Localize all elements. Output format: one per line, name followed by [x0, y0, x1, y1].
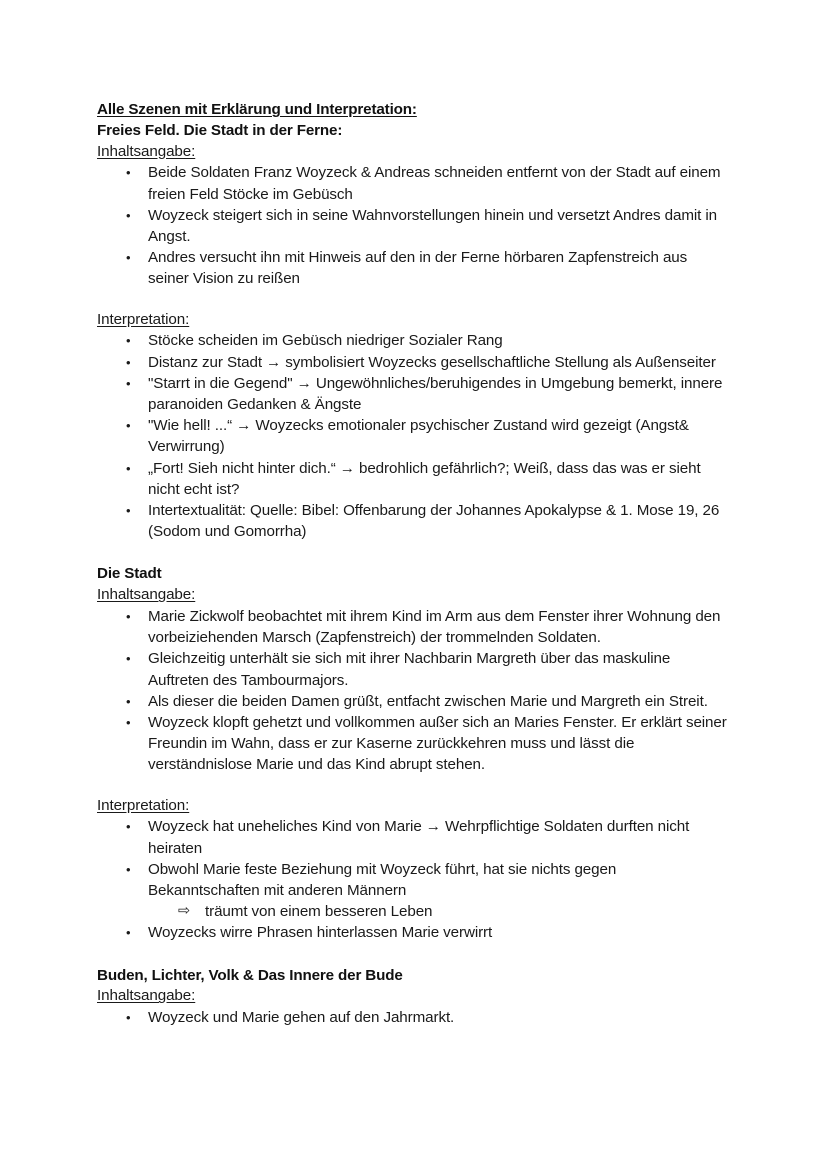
- list-item: [97, 458, 729, 500]
- arrow-right-icon: ⇨: [178, 903, 191, 920]
- spacer: [97, 944, 729, 966]
- inhaltsangabe-list: [97, 162, 729, 289]
- scene-heading: Buden, Lichter, Volk & Das Innere der Bude: [97, 966, 403, 984]
- list-item: [97, 373, 729, 415]
- list-item-text: Distanz zur Stadt → symbolisiert Woyzecks gesellschaftliche Stellung als Außenseiter: [148, 353, 716, 371]
- bullet-icon: •: [126, 375, 131, 391]
- interpretation-sublist: [97, 901, 729, 922]
- bullet-icon: •: [126, 503, 131, 519]
- bullet-icon: •: [126, 651, 131, 667]
- list-item-text: "Wie hell! ...“ → Woyzecks emotionaler psychischer Zustand wird gezeigt (Angst& Verwirrung): [148, 417, 689, 456]
- list-item-text: Obwohl Marie feste Beziehung mit Woyzeck führt, hat sie nichts gegen Bekanntschaften mit anderen Männern: [148, 860, 617, 900]
- bullet-icon: •: [126, 460, 131, 476]
- list-item: [97, 922, 729, 943]
- list-item-text: Als dieser die beiden Damen grüßt, entfacht zwischen Marie und Margreth ein Streit.: [148, 692, 708, 710]
- inhaltsangabe-list: [97, 606, 729, 776]
- document-page: [97, 100, 729, 1028]
- list-item-text: Gleichzeitig unterhält sie sich mit ihrer Nachbarin Margreth über das maskuline Auftreten des Tambourmajors.: [148, 650, 671, 689]
- scene-heading: Freies Feld. Die Stadt in der Ferne:: [97, 121, 343, 139]
- bullet-icon: •: [126, 693, 131, 709]
- bullet-icon: •: [126, 925, 131, 941]
- document-title: Alle Szenen mit Erklärung und Interpretation:: [97, 101, 417, 118]
- interpretation-label: Interpretation:: [97, 796, 190, 814]
- inhaltsangabe-label: Inhaltsangabe:: [97, 586, 196, 604]
- bullet-icon: •: [126, 819, 131, 835]
- interpretation-list-continued: [97, 922, 729, 943]
- bullet-icon: •: [126, 250, 131, 266]
- list-item-text: Beide Soldaten Franz Woyzeck & Andreas schneiden entfernt von der Stadt auf einem freien Feld Stöcke im Gebüsch: [148, 164, 721, 203]
- list-item: [97, 859, 729, 901]
- list-item-text: Woyzeck hat uneheliches Kind von Marie → Wehrpflichtige Soldaten durften nicht heiraten: [148, 818, 690, 857]
- list-item: [97, 648, 729, 690]
- list-item: [97, 352, 729, 373]
- inhaltsangabe-label: Inhaltsangabe:: [97, 142, 196, 160]
- scene-section-freies-feld: [97, 121, 729, 543]
- list-item: [97, 500, 729, 542]
- spacer: [97, 542, 729, 564]
- list-item-text: Woyzeck klopft gehetzt und vollkommen außer sich an Maries Fenster. Er erklärt seiner Freundin im Wahn, dass er zur Kaserne zurückkehren muss und lässt die verständnislose Marie und das Kind abrupt stehen.: [148, 714, 727, 774]
- scene-section-buden-lichter-volk: [97, 966, 729, 1029]
- scene-section-die-stadt: [97, 564, 729, 943]
- bullet-icon: •: [126, 609, 131, 625]
- list-item: [97, 205, 729, 247]
- interpretation-label: Interpretation:: [97, 310, 190, 328]
- list-item-text: "Starrt in die Gegend" → Ungewöhnliches/beruhigendes in Umgebung bemerkt, innere paranoiden Gedanken & Ängste: [148, 374, 723, 414]
- list-item: [97, 330, 729, 351]
- bullet-icon: •: [126, 333, 131, 349]
- bullet-icon: •: [126, 418, 131, 434]
- bullet-icon: •: [126, 165, 131, 181]
- sub-list-item: [97, 901, 729, 922]
- inhaltsangabe-label: Inhaltsangabe:: [97, 987, 196, 1005]
- list-item: [97, 691, 729, 712]
- list-item-text: Woyzeck steigert sich in seine Wahnvorstellungen hinein und versetzt Andres damit in Angst.: [148, 206, 718, 245]
- bullet-icon: •: [126, 861, 131, 877]
- list-item: [97, 712, 729, 776]
- sub-list-item-text: träumt von einem besseren Leben: [205, 903, 433, 921]
- list-item: [97, 606, 729, 648]
- list-item: [97, 1007, 729, 1028]
- list-item-text: Stöcke scheiden im Gebüsch niedriger Sozialer Rang: [148, 332, 503, 350]
- list-item-text: Woyzecks wirre Phrasen hinterlassen Marie verwirrt: [148, 924, 493, 942]
- bullet-icon: •: [126, 1010, 131, 1026]
- list-item: [97, 162, 729, 204]
- spacer: [97, 290, 729, 310]
- inhaltsangabe-list: [97, 1007, 729, 1028]
- spacer: [97, 776, 729, 796]
- interpretation-list: [97, 330, 729, 542]
- bullet-icon: •: [126, 354, 131, 370]
- list-item-text: Andres versucht ihn mit Hinweis auf den in der Ferne hörbaren Zapfenstreich aus seiner Vision zu reißen: [148, 249, 688, 288]
- list-item: [97, 247, 729, 289]
- list-item: [97, 415, 729, 457]
- list-item-text: Intertextualität: Quelle: Bibel: Offenbarung der Johannes Apokalypse & 1. Mose 19, 26 (Sodom und Gomorrha): [148, 502, 720, 541]
- bullet-icon: •: [126, 715, 131, 731]
- scene-heading: Die Stadt: [97, 565, 162, 583]
- list-item-text: Woyzeck und Marie gehen auf den Jahrmarkt.: [148, 1009, 455, 1027]
- interpretation-list: [97, 816, 729, 901]
- list-item: [97, 816, 729, 858]
- list-item-text: Marie Zickwolf beobachtet mit ihrem Kind im Arm aus dem Fenster ihrer Wohnung den vorbeiziehenden Marsch (Zapfenstreich) der trommelnden Soldaten.: [148, 608, 721, 647]
- bullet-icon: •: [126, 207, 131, 223]
- list-item-text: „Fort! Sieh nicht hinter dich.“ → bedrohlich gefährlich?; Weiß, dass das was er sieht nicht echt ist?: [148, 459, 701, 498]
